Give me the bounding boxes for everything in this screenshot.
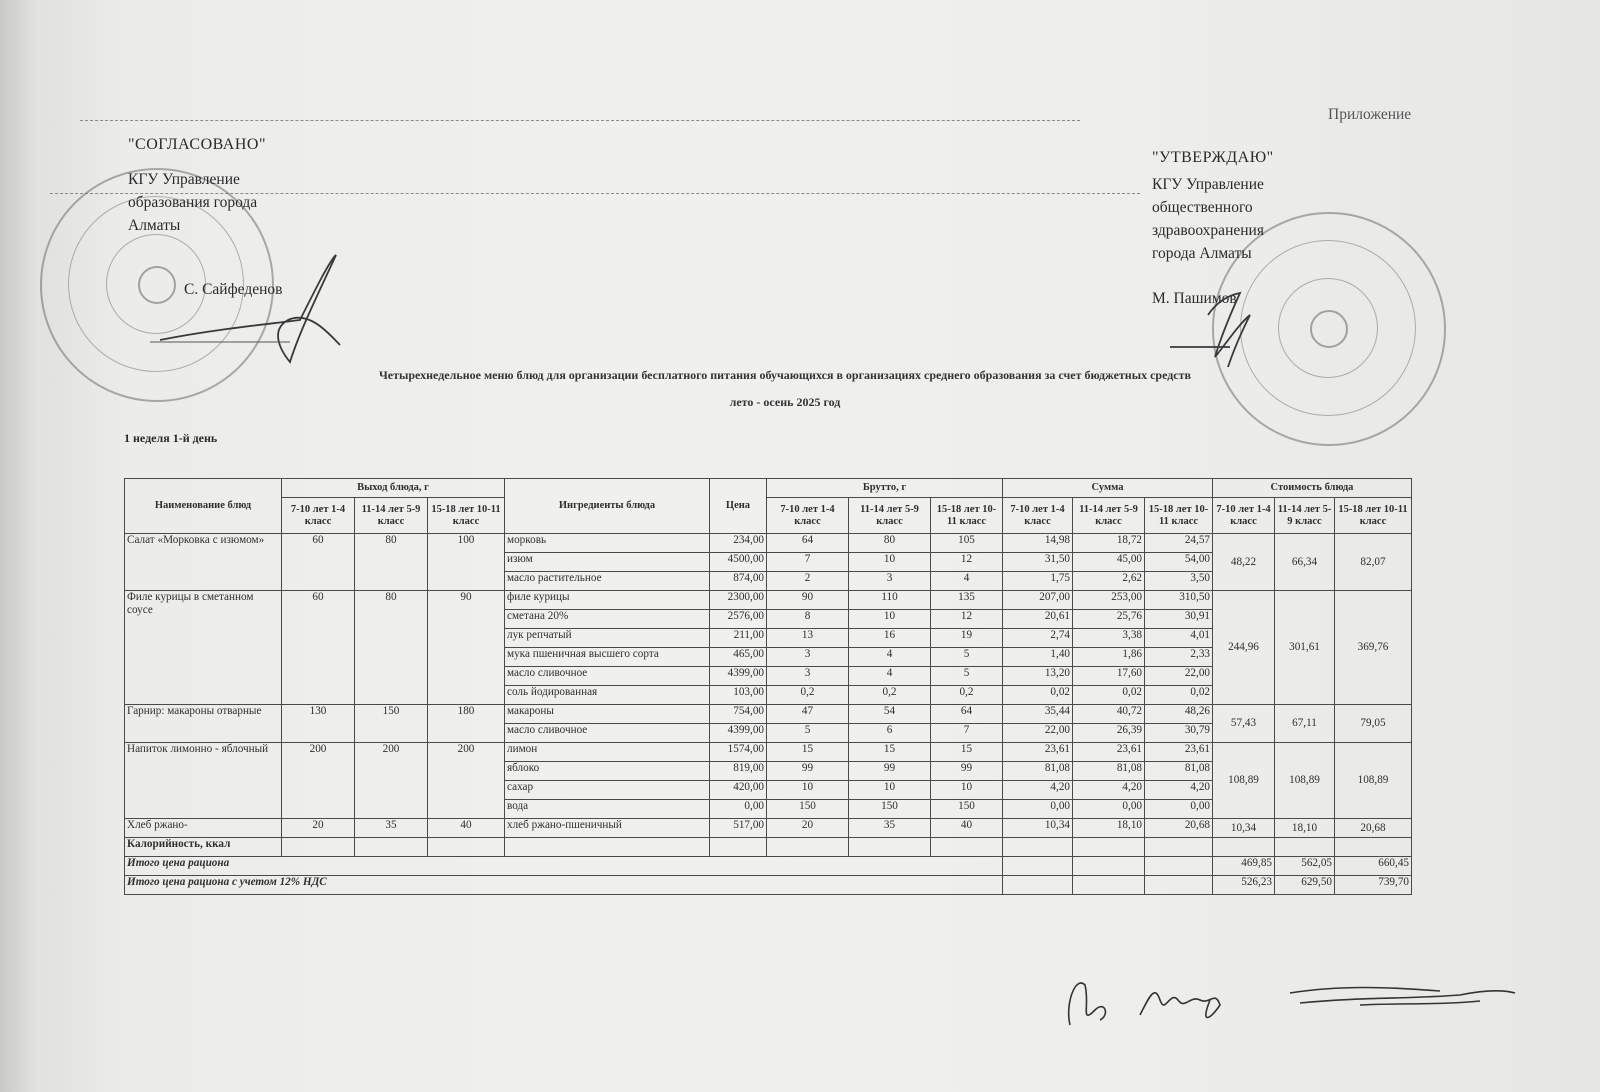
- org-line-r3: здравоохранения: [1152, 222, 1264, 239]
- document-subtitle: лето - осень 2025 год: [729, 395, 841, 409]
- brutto-age1: 20: [767, 819, 849, 838]
- sum-age1: 1,75: [1003, 572, 1073, 591]
- ingredient-price: 2300,00: [710, 591, 767, 610]
- ingredient-price: 2576,00: [710, 610, 767, 629]
- total-vat-age2: 629,50: [1275, 876, 1335, 895]
- brutto-age2: 10: [849, 781, 931, 800]
- sum-age3: 48,26: [1145, 705, 1213, 724]
- header-yield: Выход блюда, г: [282, 479, 505, 498]
- ingredient-name: морковь: [505, 534, 710, 553]
- paper-shadow-edge: [0, 0, 40, 1092]
- brutto-age1: 2: [767, 572, 849, 591]
- dish-yield-age2: 80: [355, 534, 428, 591]
- dish-cost-age2: 301,61: [1275, 591, 1335, 705]
- brutto-age2: 150: [849, 800, 931, 819]
- sum-age3: 0,02: [1145, 686, 1213, 705]
- sum-age2: 253,00: [1073, 591, 1145, 610]
- brutto-age2: 54: [849, 705, 931, 724]
- brutto-age2: 6: [849, 724, 931, 743]
- brutto-age1: 3: [767, 667, 849, 686]
- sum-age2: 2,62: [1073, 572, 1145, 591]
- ingredient-name: филе курицы: [505, 591, 710, 610]
- brutto-age3: 99: [931, 762, 1003, 781]
- ingredient-price: 874,00: [710, 572, 767, 591]
- header-yield-age1: 7-10 лет 1-4 класс: [282, 498, 355, 534]
- sum-age2: 45,00: [1073, 553, 1145, 572]
- sum-age3: 2,33: [1145, 648, 1213, 667]
- dish-cost-age3: 20,68: [1335, 819, 1412, 838]
- week-day-label: 1 неделя 1-й день: [124, 431, 218, 445]
- sum-age1: 14,98: [1003, 534, 1073, 553]
- total-vat-age1: 526,23: [1213, 876, 1275, 895]
- ingredient-price: 103,00: [710, 686, 767, 705]
- dish-name: Филе курицы в сметанном соусе: [125, 591, 282, 705]
- header-brutto-age3: 15-18 лет 10-11 класс: [931, 498, 1003, 534]
- brutto-age2: 10: [849, 610, 931, 629]
- dish-yield-age2: 80: [355, 591, 428, 705]
- header-sum-age2: 11-14 лет 5-9 класс: [1073, 498, 1145, 534]
- ingredient-name: макароны: [505, 705, 710, 724]
- brutto-age3: 12: [931, 610, 1003, 629]
- bottom-signatures: [1060, 965, 1560, 1045]
- brutto-age3: 10: [931, 781, 1003, 800]
- sum-age2: 0,00: [1073, 800, 1145, 819]
- brutto-age1: 13: [767, 629, 849, 648]
- sum-age2: 18,72: [1073, 534, 1145, 553]
- brutto-age2: 35: [849, 819, 931, 838]
- dish-name: Напиток лимонно - яблочный: [125, 743, 282, 819]
- ingredient-price: 4399,00: [710, 724, 767, 743]
- brutto-age1: 47: [767, 705, 849, 724]
- dish-name: Хлеб ржано-: [125, 819, 282, 838]
- sum-age3: 30,79: [1145, 724, 1213, 743]
- dish-name: Салат «Морковка с изюмом»: [125, 534, 282, 591]
- sum-age3: 0,00: [1145, 800, 1213, 819]
- approval-block-left: [128, 133, 328, 237]
- dish-cost-age1: 108,89: [1213, 743, 1275, 819]
- dish-yield-age1: 60: [282, 591, 355, 705]
- ingredient-name: лимон: [505, 743, 710, 762]
- header-cost-age3: 15-18 лет 10-11 класс: [1335, 498, 1412, 534]
- sum-age3: 23,61: [1145, 743, 1213, 762]
- approval-block-right: [1152, 146, 1352, 265]
- dish-yield-age2: 200: [355, 743, 428, 819]
- brutto-age3: 12: [931, 553, 1003, 572]
- brutto-age3: 40: [931, 819, 1003, 838]
- header-yield-age2: 11-14 лет 5-9 класс: [355, 498, 428, 534]
- ingredient-name: сахар: [505, 781, 710, 800]
- dish-yield-age1: 200: [282, 743, 355, 819]
- org-line-r2: общественного: [1152, 199, 1253, 216]
- brutto-age1: 3: [767, 648, 849, 667]
- brutto-age3: 135: [931, 591, 1003, 610]
- sum-age3: 20,68: [1145, 819, 1213, 838]
- brutto-age2: 110: [849, 591, 931, 610]
- dish-yield-age3: 40: [428, 819, 505, 838]
- signature-left: [150, 250, 350, 380]
- dish-yield-age3: 200: [428, 743, 505, 819]
- ingredient-name: соль йодированная: [505, 686, 710, 705]
- brutto-age1: 7: [767, 553, 849, 572]
- table-row: [125, 743, 1412, 762]
- brutto-age3: 19: [931, 629, 1003, 648]
- brutto-age1: 99: [767, 762, 849, 781]
- ingredient-price: 754,00: [710, 705, 767, 724]
- calories-label: Калорийность, ккал: [125, 838, 282, 857]
- sum-age1: 0,00: [1003, 800, 1073, 819]
- brutto-age3: 64: [931, 705, 1003, 724]
- brutto-age3: 7: [931, 724, 1003, 743]
- ingredient-name: лук репчатый: [505, 629, 710, 648]
- sum-age1: 35,44: [1003, 705, 1073, 724]
- dish-cost-age2: 108,89: [1275, 743, 1335, 819]
- sum-age2: 3,38: [1073, 629, 1145, 648]
- dish-cost-age1: 10,34: [1213, 819, 1275, 838]
- header-sum-age3: 15-18 лет 10-11 класс: [1145, 498, 1213, 534]
- dish-cost-age3: 108,89: [1335, 743, 1412, 819]
- dish-yield-age1: 60: [282, 534, 355, 591]
- ingredient-name: хлеб ржано-пшеничный: [505, 819, 710, 838]
- brutto-age2: 3: [849, 572, 931, 591]
- sum-age1: 23,61: [1003, 743, 1073, 762]
- sum-age1: 13,20: [1003, 667, 1073, 686]
- header-brutto: Брутто, г: [767, 479, 1003, 498]
- header-brutto-age1: 7-10 лет 1-4 класс: [767, 498, 849, 534]
- brutto-age2: 10: [849, 553, 931, 572]
- total-label: Итого цена рациона: [125, 857, 1003, 876]
- ingredient-name: изюм: [505, 553, 710, 572]
- sum-age1: 1,40: [1003, 648, 1073, 667]
- ingredient-name: мука пшеничная высшего сорта: [505, 648, 710, 667]
- ingredient-price: 4399,00: [710, 667, 767, 686]
- sum-age1: 81,08: [1003, 762, 1073, 781]
- dish-yield-age3: 180: [428, 705, 505, 743]
- brutto-age3: 0,2: [931, 686, 1003, 705]
- dish-cost-age1: 48,22: [1213, 534, 1275, 591]
- sum-age3: 22,00: [1145, 667, 1213, 686]
- sum-age1: 31,50: [1003, 553, 1073, 572]
- brutto-age2: 4: [849, 648, 931, 667]
- sum-age1: 4,20: [1003, 781, 1073, 800]
- sum-age1: 10,34: [1003, 819, 1073, 838]
- ingredient-name: сметана 20%: [505, 610, 710, 629]
- menu-table: [124, 478, 1412, 895]
- sum-age2: 26,39: [1073, 724, 1145, 743]
- brutto-age3: 4: [931, 572, 1003, 591]
- ingredient-name: вода: [505, 800, 710, 819]
- org-line-1: КГУ Управление: [128, 171, 240, 188]
- header-cost-age2: 11-14 лет 5-9 класс: [1275, 498, 1335, 534]
- dish-cost-age1: 244,96: [1213, 591, 1275, 705]
- sum-age2: 4,20: [1073, 781, 1145, 800]
- header-sum: Сумма: [1003, 479, 1213, 498]
- sum-age3: 310,50: [1145, 591, 1213, 610]
- table-row: [125, 534, 1412, 553]
- brutto-age2: 80: [849, 534, 931, 553]
- document-title: Четырехнедельное меню блюд для организации бесплатного питания обучающихся в организациях среднего образования за счет бюджетных средств: [378, 368, 1192, 382]
- brutto-age1: 8: [767, 610, 849, 629]
- sum-age3: 30,91: [1145, 610, 1213, 629]
- sum-age1: 2,74: [1003, 629, 1073, 648]
- brutto-age3: 15: [931, 743, 1003, 762]
- brutto-age1: 15: [767, 743, 849, 762]
- org-line-r4: города Алматы: [1152, 245, 1252, 262]
- dish-yield-age1: 130: [282, 705, 355, 743]
- ingredient-name: яблоко: [505, 762, 710, 781]
- dish-yield-age3: 100: [428, 534, 505, 591]
- brutto-age1: 10: [767, 781, 849, 800]
- sum-age2: 23,61: [1073, 743, 1145, 762]
- table-row: [125, 705, 1412, 724]
- dish-cost-age2: 18,10: [1275, 819, 1335, 838]
- total-age2: 562,05: [1275, 857, 1335, 876]
- sum-age2: 81,08: [1073, 762, 1145, 781]
- signer-right: М. Пашимов: [1152, 290, 1237, 307]
- sum-age2: 18,10: [1073, 819, 1145, 838]
- sum-age1: 22,00: [1003, 724, 1073, 743]
- sum-age3: 4,20: [1145, 781, 1213, 800]
- table-row: [125, 819, 1412, 838]
- header-ingredients: Ингредиенты блюда: [505, 479, 710, 534]
- brutto-age2: 4: [849, 667, 931, 686]
- sum-age3: 54,00: [1145, 553, 1213, 572]
- sum-age1: 20,61: [1003, 610, 1073, 629]
- brutto-age2: 16: [849, 629, 931, 648]
- dish-cost-age1: 57,43: [1213, 705, 1275, 743]
- ingredient-price: 234,00: [710, 534, 767, 553]
- brutto-age2: 99: [849, 762, 931, 781]
- ingredient-name: масло сливочное: [505, 667, 710, 686]
- header-cost: Стоимость блюда: [1213, 479, 1412, 498]
- header-dish: Наименование блюд: [125, 479, 282, 534]
- sum-age2: 25,76: [1073, 610, 1145, 629]
- ingredient-price: 1574,00: [710, 743, 767, 762]
- org-line-2: образования города: [128, 194, 258, 211]
- sum-age1: 207,00: [1003, 591, 1073, 610]
- total-vat-age3: 739,70: [1335, 876, 1412, 895]
- table-row: [125, 591, 1412, 610]
- dish-yield-age2: 150: [355, 705, 428, 743]
- total-age1: 469,85: [1213, 857, 1275, 876]
- brutto-age3: 5: [931, 667, 1003, 686]
- dish-cost-age3: 79,05: [1335, 705, 1412, 743]
- brutto-age1: 150: [767, 800, 849, 819]
- dish-name: Гарнир: макароны отварные: [125, 705, 282, 743]
- ingredient-name: масло растительное: [505, 572, 710, 591]
- ingredient-price: 0,00: [710, 800, 767, 819]
- sum-age3: 81,08: [1145, 762, 1213, 781]
- dish-yield-age2: 35: [355, 819, 428, 838]
- ingredient-price: 819,00: [710, 762, 767, 781]
- ingredient-price: 4500,00: [710, 553, 767, 572]
- header-yield-age3: 15-18 лет 10-11 класс: [428, 498, 505, 534]
- sum-age1: 0,02: [1003, 686, 1073, 705]
- header-brutto-age2: 11-14 лет 5-9 класс: [849, 498, 931, 534]
- brutto-age1: 0,2: [767, 686, 849, 705]
- ingredient-price: 517,00: [710, 819, 767, 838]
- brutto-age2: 15: [849, 743, 931, 762]
- ingredient-price: 465,00: [710, 648, 767, 667]
- brutto-age1: 5: [767, 724, 849, 743]
- dish-cost-age3: 369,76: [1335, 591, 1412, 705]
- header-sum-age1: 7-10 лет 1-4 класс: [1003, 498, 1073, 534]
- brutto-age2: 0,2: [849, 686, 931, 705]
- brutto-age3: 150: [931, 800, 1003, 819]
- ingredient-name: масло сливочное: [505, 724, 710, 743]
- dish-cost-age2: 67,11: [1275, 705, 1335, 743]
- dish-cost-age3: 82,07: [1335, 534, 1412, 591]
- dish-cost-age2: 66,34: [1275, 534, 1335, 591]
- dish-yield-age1: 20: [282, 819, 355, 838]
- dish-yield-age3: 90: [428, 591, 505, 705]
- scan-line-top: [80, 120, 1080, 122]
- approval-title-left: "СОГЛАСОВАНО": [128, 136, 266, 153]
- header-cost-age1: 7-10 лет 1-4 класс: [1213, 498, 1275, 534]
- header-price: Цена: [710, 479, 767, 534]
- ingredient-price: 420,00: [710, 781, 767, 800]
- signer-left: С. Сайфеденов: [184, 281, 283, 298]
- org-line-3: Алматы: [128, 217, 181, 234]
- ingredient-price: 211,00: [710, 629, 767, 648]
- sum-age3: 3,50: [1145, 572, 1213, 591]
- appendix-label: Приложение: [1328, 106, 1412, 123]
- menu-table-body: [125, 534, 1412, 838]
- sum-age2: 17,60: [1073, 667, 1145, 686]
- brutto-age3: 105: [931, 534, 1003, 553]
- sum-age3: 24,57: [1145, 534, 1213, 553]
- brutto-age1: 90: [767, 591, 849, 610]
- signature-right: [1170, 285, 1270, 375]
- sum-age2: 40,72: [1073, 705, 1145, 724]
- sum-age2: 0,02: [1073, 686, 1145, 705]
- total-vat-label: Итого цена рациона с учетом 12% НДС: [125, 876, 1003, 895]
- org-line-r1: КГУ Управление: [1152, 176, 1264, 193]
- approval-title-right: "УТВЕРЖДАЮ": [1152, 149, 1274, 166]
- brutto-age1: 64: [767, 534, 849, 553]
- total-age3: 660,45: [1335, 857, 1412, 876]
- brutto-age3: 5: [931, 648, 1003, 667]
- sum-age3: 4,01: [1145, 629, 1213, 648]
- sum-age2: 1,86: [1073, 648, 1145, 667]
